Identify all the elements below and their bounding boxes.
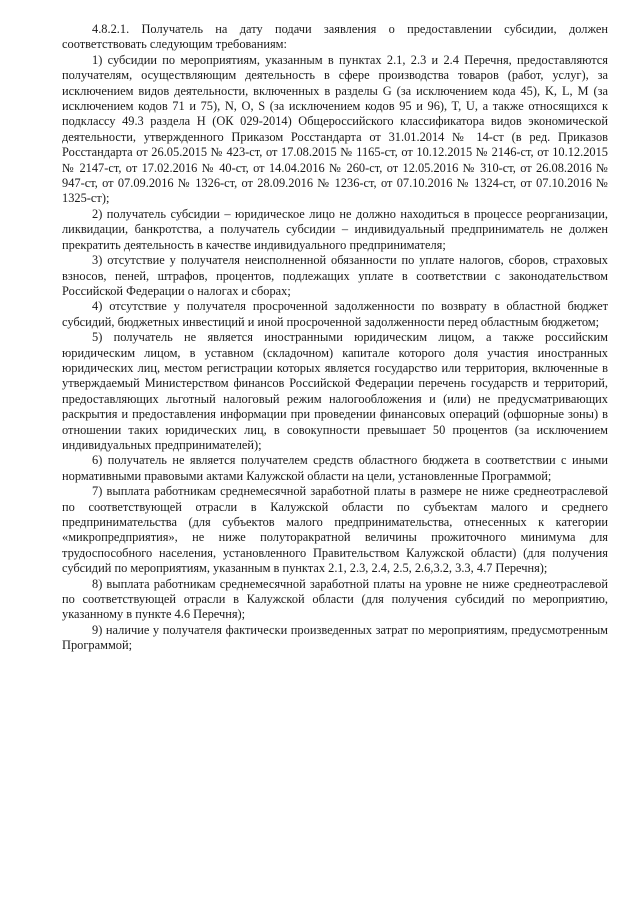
requirement-item-2: 2) получатель субсидии – юридическое лицо не должно находиться в процессе реорганизации, ликвидации, банкротства, а получатель субсидии – индивидуальный предприниматель не должен прекратить деятельность в качестве индивидуального предпринимателя; xyxy=(62,206,608,252)
requirement-item-6: 6) получатель не является получателем средств областного бюджета в соответствии с иными нормативными правовыми актами Калужской области на цели, установленные Программой; xyxy=(62,453,608,483)
requirement-item-5: 5) получатель не является иностранными юридическим лицом, а также российским юридическим лицом, в уставном (складочном) капитале которого доля участия иностранных юридических лиц, местом регистрации которых является государство или территория, включенные в утверждаемый Министерством финансов Российской Федерации перечень государств и территорий, предоставляющих льготный налоговый режим налогообложения и (или) не предусматривающих раскрытия и предоставления информации при проведении финансовых операций (офшорные зоны) в отношении таких юридических лиц, в совокупности превышает 50 процентов (за исключением индивидуальных предпринимателей); xyxy=(62,330,608,452)
section-heading-paragraph: 4.8.2.1. Получатель на дату подачи заявления о предоставлении субсидии, должен соответствовать следующим требованиям: xyxy=(62,22,608,52)
requirement-item-9: 9) наличие у получателя фактически произведенных затрат по мероприятиям, предусмотренным Программой; xyxy=(62,622,608,653)
requirement-item-3: 3) отсутствие у получателя неисполненной обязанности по уплате налогов, сборов, страховых взносов, пеней, штрафов, процентов, подлежащих уплате в соответствии с законодательством Российской Федерации о налогах и сборах; xyxy=(62,253,608,298)
requirement-item-4: 4) отсутствие у получателя просроченной задолженности по возврату в областной бюджет субсидий, бюджетных инвестиций и иной просроченной задолженности перед областным бюджетом; xyxy=(62,299,608,329)
requirement-item-8: 8) выплата работникам среднемесячной заработной платы на уровне не ниже среднеотраслевой по соответствующей отрасли в Калужской области (для получения субсидий по мероприятию, указанному в пункте 4.6 Перечня); xyxy=(62,576,608,622)
document-page xyxy=(62,22,608,654)
requirement-item-1: 1) субсидии по мероприятиям, указанным в пунктах 2.1, 2.3 и 2.4 Перечня, предоставляются получателям, осуществляющим деятельность в сфере производства товаров (работ, услуг), за исключением видов деятельности, включенных в разделы G (за исключением кода 45), K, L, M (за исключением кодов 71 и 75), N, O, S (за исключением кодов 95 и 96), T, U, а также относящихся к подклассу 49.3 раздела H (ОК 029-2014) Общероссийского классификатора видов экономической деятельности, утвержденного Приказом Росстандарта от 31.01.2014 № 14-ст (в ред. Приказов Росстандарта от 26.05.2015 № 423-ст, от 17.08.2015 № 1165-ст, от 10.12.2015 № 2146-ст, от 10.12.2015 № 2147-ст, от 17.02.2016 № 40-ст, от 14.04.2016 № 260-ст, от 12.05.2016 № 310-ст, от 26.08.2016 № 947-ст, от 07.09.2016 № 1326-ст, от 28.09.2016 № 1236-ст, от 07.10.2016 № 1324-ст, от 07.10.2016 № 1325-ст); xyxy=(62,52,608,206)
requirement-item-7: 7) выплата работникам среднемесячной заработной платы в размере не ниже среднеотраслевой по соответствующей отрасли в Калужской области по субъектам малого и среднего предпринимательства (для субъектов малого предпринимательства, отнесенных к категории «микропредприятия», не ниже полуторакратной величины прожиточного минимума для трудоспособного населения, установленного Правительством Калужской области) (для получения субсидий по мероприятиям, указанным в пунктах 2.1, 2.3, 2.4, 2.5, 2.6,3.2, 3.3, 4.7 Перечня); xyxy=(62,484,608,576)
